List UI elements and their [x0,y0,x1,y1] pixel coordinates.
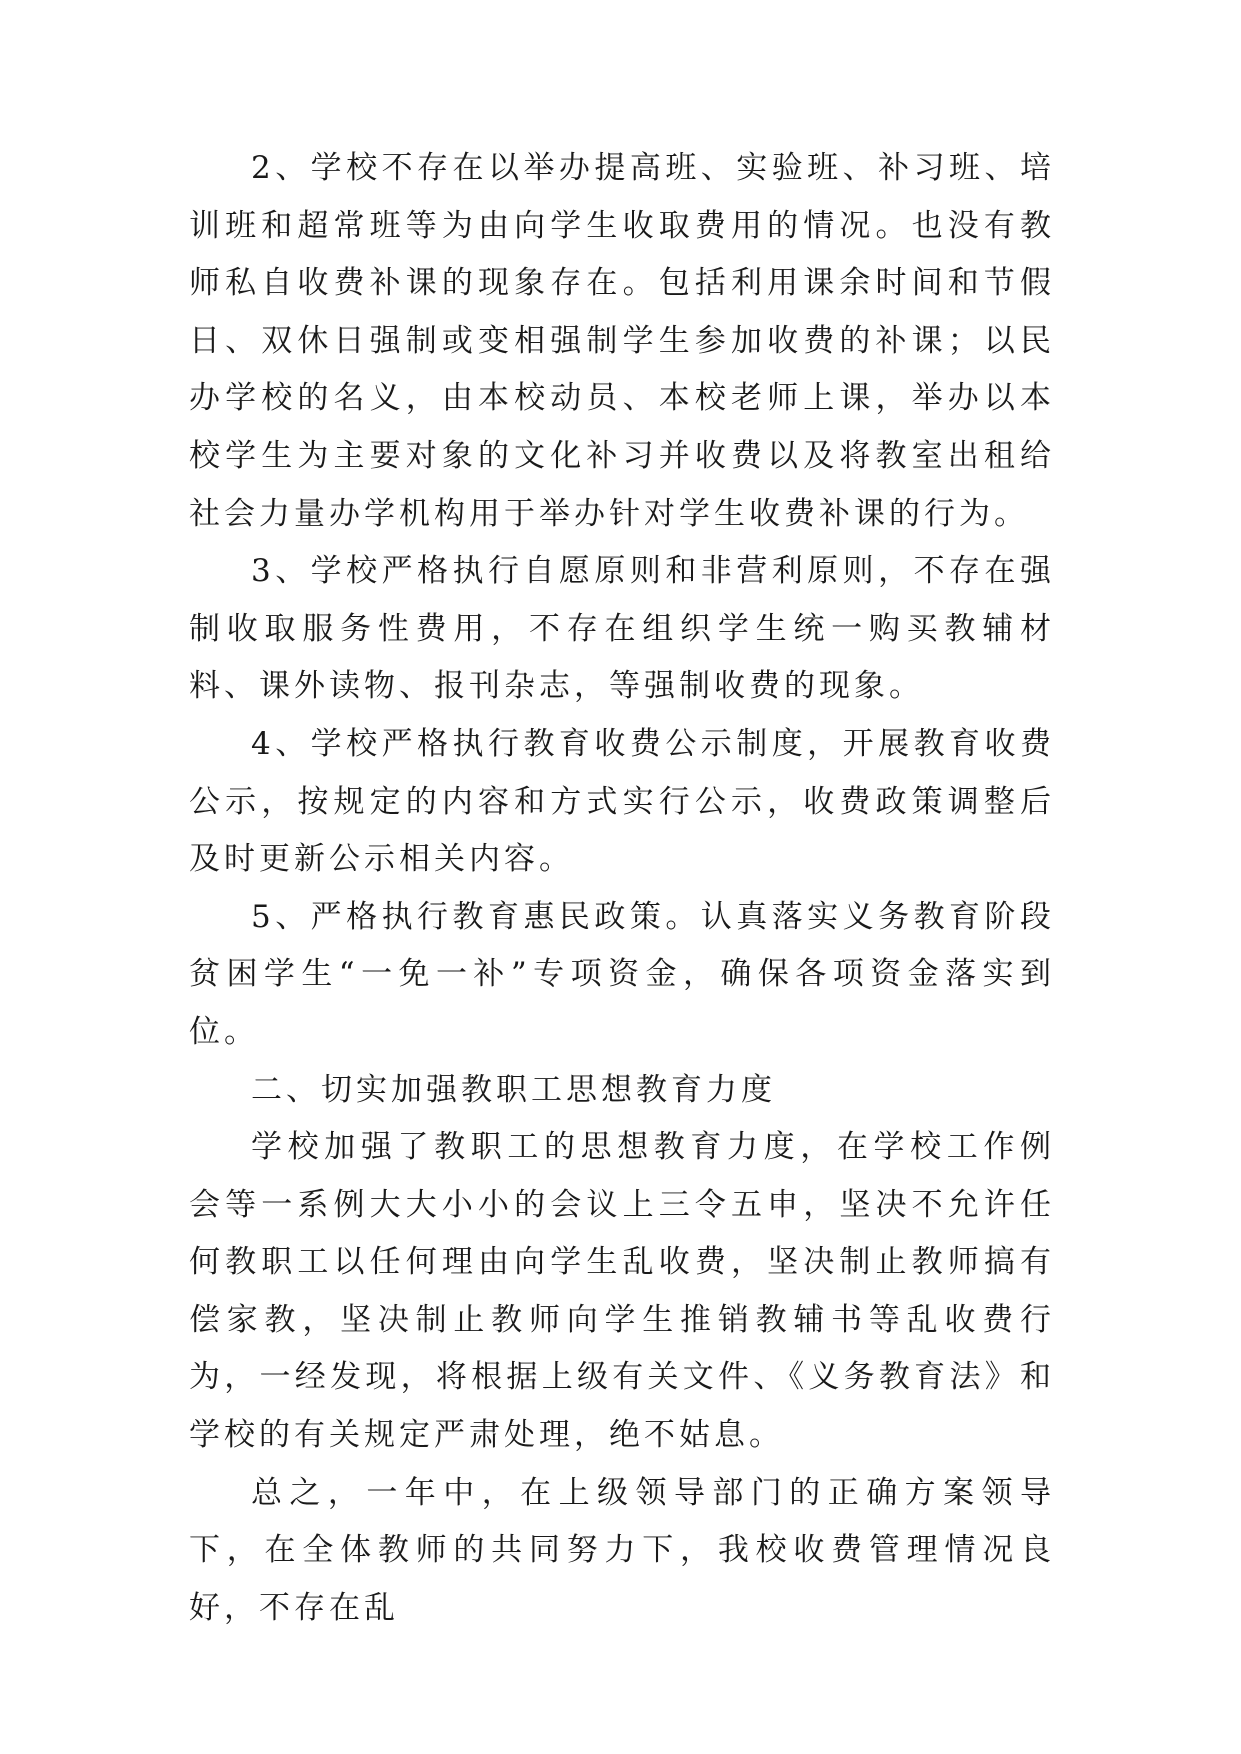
paragraph-item-4: 4、学校严格执行教育收费公示制度，开展教育收费公示，按规定的内容和方式实行公示，收费政策调整后及时更新公示相关内容。 [189,725,1055,878]
paragraph-item-5: 5、严格执行教育惠民政策。认真落实义务教育阶段贫困学生“一免一补”专项资金，确保各项资金落实到位。 [189,898,1055,1050]
paragraph-item-2: 2、学校不存在以举办提高班、实验班、补习班、培训班和超常班等为由向学生收取费用的情况。也没有教师私自收费补课的现象存在。包括利用课余时间和节假日、双休日强制或变相强制学生参加收费的补课；以民办学校的名义，由本校动员、本校老师上课，举办以本校学生为主要对象的文化补习并收费以及将教室出租给社会力量办学机构用于举办针对学生收费补课的行为。 [189,150,1055,532]
paragraph-summary: 总之，一年中，在上级领导部门的正确方案领导下，在全体教师的共同努力下，我校收费管理情况良好，不存在乱 [189,1474,1055,1626]
paragraph-item-3: 3、学校严格执行自愿原则和非营利原则，不存在强制收取服务性费用，不存在组织学生统一购买教辅材料、课外读物、报刊杂志，等强制收费的现象。 [189,553,1055,705]
paragraph-staff-education: 学校加强了教职工的思想教育力度，在学校工作例会等一系例大大小小的会议上三令五申，坚决不允许任何教职工以任何理由向学生乱收费，坚决制止教师搞有偿家教，坚决制止教师向学生推销教辅书等乱收费行为，一经发现，将根据上级有关文件、《义务教育法》和学校的有关规定严肃处理，绝不姑息。 [189,1129,1055,1454]
section-heading: 二、切实加强教职工思想教育力度 [251,1071,776,1108]
document-page [189,140,1055,1637]
